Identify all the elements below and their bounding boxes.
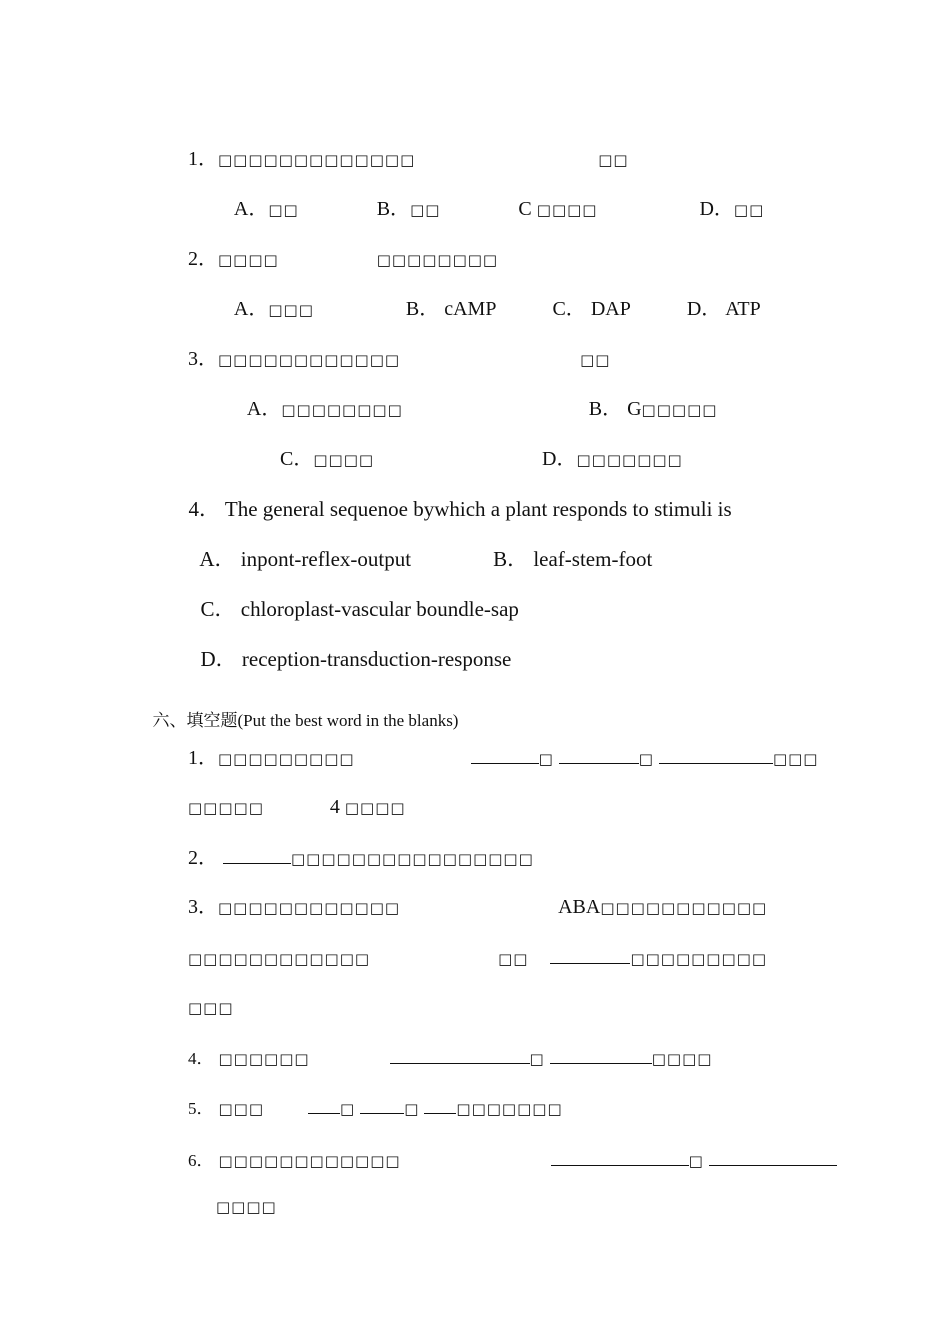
mcq-q1-option-b: B． (376, 198, 411, 220)
blank[interactable] (390, 1045, 530, 1064)
mcq-q4-option-b: B． leaf-stem-foot (493, 547, 653, 571)
mcq-q1-stem: 1．□□□□□□□□□□□□□ □□ (188, 148, 629, 170)
blank[interactable] (550, 1045, 652, 1064)
mcq-q3-option-a: A．□□□□□□□□ (246, 398, 403, 420)
mcq-q3-option-d: D．□□□□□□□ (542, 448, 683, 470)
mcq-q4-option-c: C． chloroplast-vascular boundle-sap (200, 597, 519, 621)
mcq-q2-option-d: D． ATP (686, 298, 761, 320)
blank[interactable] (551, 1147, 689, 1166)
mcq-q2-option-b: B． cAMP (405, 298, 497, 320)
fill-q1-line1: 1．□□□□□□□□□ □ □ □□□ (188, 747, 819, 769)
mcq-q4-option-d: D． reception-transduction-response (200, 647, 512, 671)
blank[interactable] (360, 1095, 404, 1114)
mcq-q3-options-cd (270, 423, 683, 472)
fill-q4: 4． □□□□□□ □ □□□□ (178, 1021, 712, 1071)
mcq-q2-stem: 2．□□□□ □□□□□□□□ (188, 248, 499, 270)
fill-q3-line2: □□□□□□□□□□□□ □□ □□□□□□□□□ (178, 921, 767, 971)
blank[interactable] (559, 745, 639, 764)
blank[interactable] (550, 945, 630, 964)
blank[interactable] (709, 1147, 837, 1166)
fill-q2: 2． □□□□□□□□□□□□□□□□ (188, 847, 534, 869)
fill-q3-line1: 3．□□□□□□□□□□□□ ABA□□□□□□□□□□□ (188, 896, 768, 918)
blank[interactable] (471, 745, 539, 764)
mcq-q1-option-a: A． (233, 198, 269, 220)
mcq-q2-option-a: A．□□□ (233, 298, 314, 320)
fill-q5: 5． □□□ □ □ □□□□□□□ (178, 1071, 563, 1121)
section-6-heading: 六、填空题(Put the best word in the blanks) (152, 711, 459, 731)
mcq-q4-option-a: A． inpont-reflex-output (199, 547, 412, 571)
fill-q3-line3: □□□ (188, 999, 234, 1017)
blank[interactable] (223, 845, 291, 864)
mcq-q2-options (225, 273, 761, 322)
fill-q6-line2: □□□□ (216, 1198, 277, 1216)
mcq-q2-option-c: C． DAP (552, 298, 631, 320)
mcq-q3-option-b: B． G□□□□□ (588, 398, 718, 420)
blank[interactable] (308, 1095, 340, 1114)
fill-q1-line2: □□□□□ 4 □□□□ (188, 796, 406, 818)
blank[interactable] (659, 745, 773, 764)
mcq-q4-stem: 4． The general sequenoe bywhich a plant responds to stimuli is (188, 497, 732, 521)
mcq-q3-options-ab (238, 373, 717, 422)
blank[interactable] (424, 1095, 456, 1114)
mcq-q4-options-ab (190, 523, 652, 571)
mcq-q1-option-d: D． (699, 198, 734, 220)
mcq-q1-options: A．□□ B．□□ C □□□□ D．□□ (233, 198, 765, 220)
mcq-q3-stem: 3．□□□□□□□□□□□□ □□ (188, 348, 611, 370)
mcq-q1-option-c: C (518, 198, 537, 220)
mcq-q3-option-c: C．□□□□ (280, 448, 375, 470)
fill-q6-line1: 6． □□□□□□□□□□□□ □ (178, 1123, 837, 1173)
